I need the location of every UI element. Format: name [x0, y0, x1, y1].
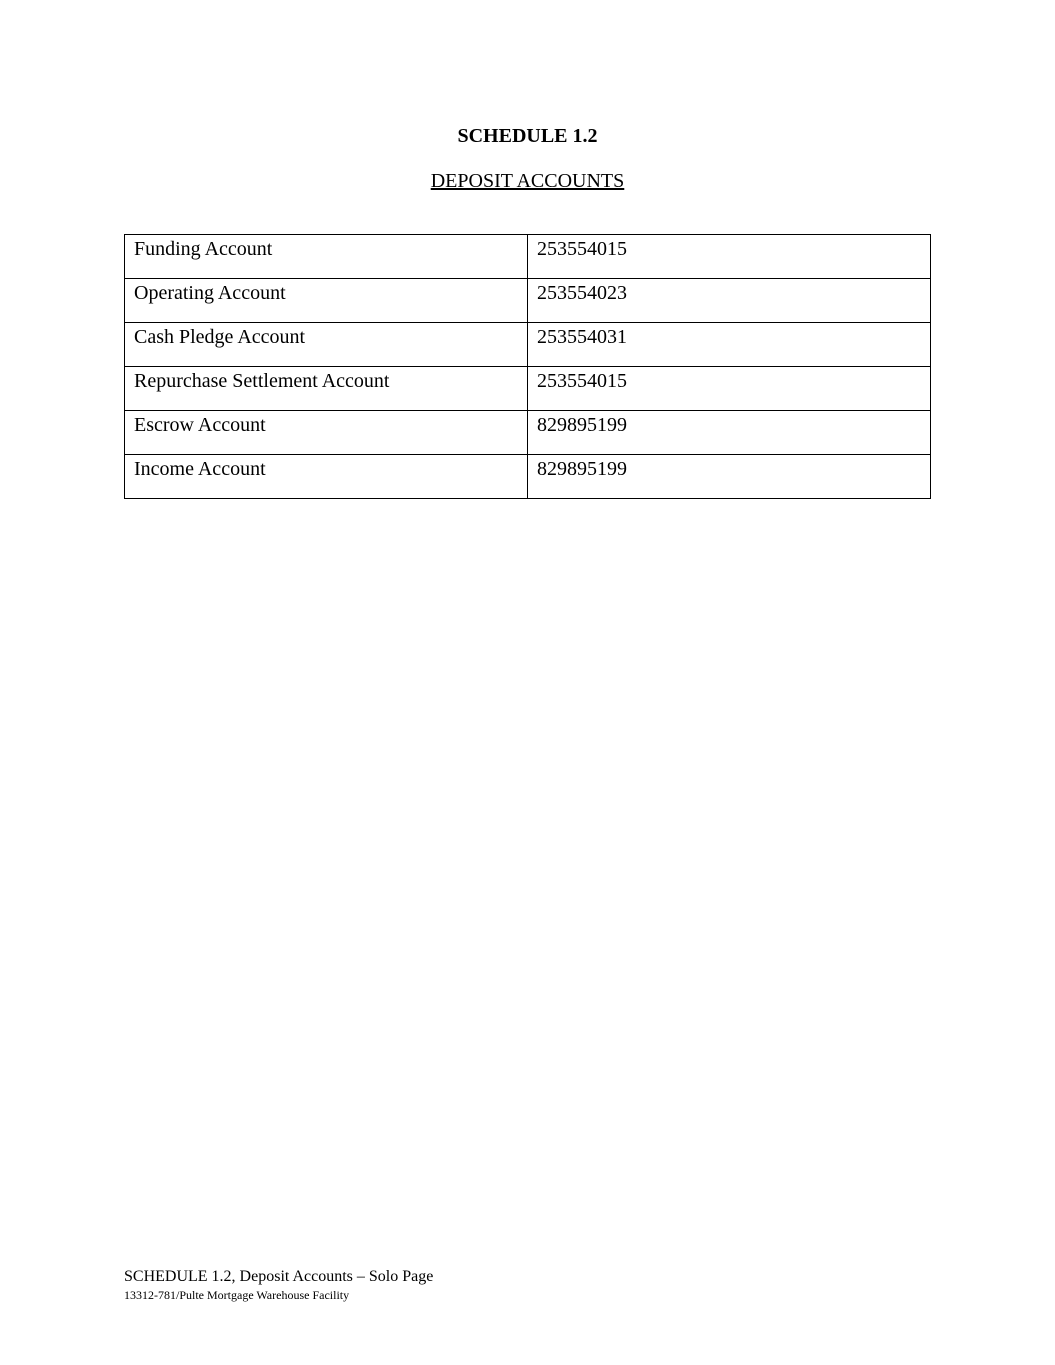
account-name: Repurchase Settlement Account: [134, 370, 390, 392]
account-number-cell: [528, 455, 931, 499]
account-number: 253554031: [537, 326, 627, 348]
footer-title: SCHEDULE 1.2, Deposit Accounts – Solo Page: [124, 1268, 434, 1285]
account-number-cell: [528, 235, 931, 279]
account-number: 253554023: [537, 282, 627, 304]
account-number: 253554015: [537, 238, 627, 260]
account-name-cell: [125, 235, 528, 279]
account-name: Cash Pledge Account: [134, 326, 306, 348]
account-name: Income Account: [134, 458, 266, 480]
table-row: [125, 367, 931, 411]
table-row: [125, 279, 931, 323]
account-name: Escrow Account: [134, 414, 266, 436]
account-name-cell: [125, 367, 528, 411]
table-row: [125, 235, 931, 279]
table-row: [125, 323, 931, 367]
table-row: [125, 411, 931, 455]
account-number: 253554015: [537, 370, 627, 392]
account-name-cell: [125, 323, 528, 367]
account-name: Operating Account: [134, 282, 286, 304]
table-row: [125, 455, 931, 499]
account-number-cell: [528, 367, 931, 411]
schedule-subtitle: DEPOSIT ACCOUNTS: [430, 170, 625, 192]
account-number-cell: [528, 279, 931, 323]
deposit-accounts-table: [124, 234, 931, 499]
footer-reference: 13312-781/Pulte Mortgage Warehouse Facility: [124, 1288, 350, 1302]
account-name-cell: [125, 455, 528, 499]
account-name-cell: [125, 411, 528, 455]
account-name: Funding Account: [134, 238, 273, 260]
account-number-cell: [528, 323, 931, 367]
schedule-title: SCHEDULE 1.2: [457, 125, 598, 147]
account-number-cell: [528, 411, 931, 455]
account-name-cell: [125, 279, 528, 323]
account-number: 829895199: [537, 458, 627, 480]
account-number: 829895199: [537, 414, 627, 436]
